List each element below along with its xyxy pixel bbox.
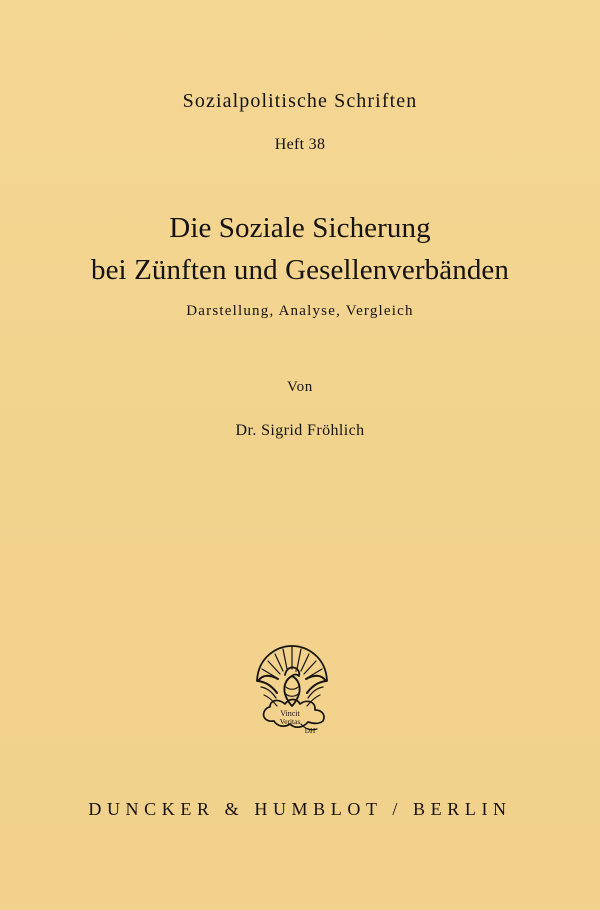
- author-name: Dr. Sigrid Fröhlich: [235, 422, 365, 439]
- publisher-eagle-logo-icon: [250, 640, 334, 740]
- svg-text:Veritas: Veritas: [279, 717, 301, 726]
- by-label: Von: [287, 379, 313, 395]
- publisher-imprint: DUNCKER & HUMBLOT / BERLIN: [88, 799, 512, 819]
- series-title: Sozialpolitische Schriften: [182, 90, 418, 112]
- book-subtitle: Darstellung, Analyse, Vergleich: [186, 303, 414, 319]
- volume-number: Heft 38: [274, 136, 326, 153]
- svg-text:Vincit: Vincit: [280, 709, 300, 718]
- book-title-line-2: bei Zünften und Gesellenverbänden: [90, 254, 509, 286]
- book-title-line-1: Die Soziale Sicherung: [169, 212, 431, 244]
- svg-text:DH: DH: [304, 727, 316, 735]
